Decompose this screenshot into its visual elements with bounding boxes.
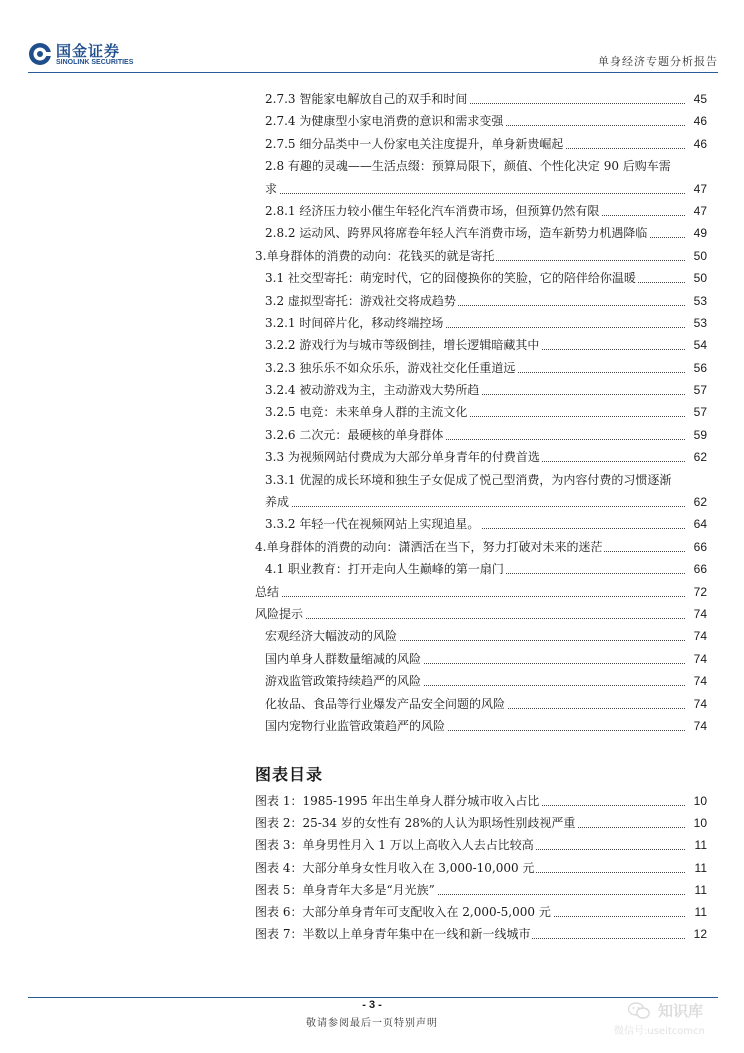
toc-entry-title: 2.7.4 为健康型小家电消费的意识和需求变强	[265, 110, 505, 132]
toc-entry-title: 2.8.2 运动风、跨界风将席卷年轻人汽车消费市场，造车新势力机遇降临	[265, 222, 649, 244]
figure-entry[interactable]	[255, 790, 707, 812]
toc-entry-page: 57	[693, 379, 707, 401]
figure-entry-title: 图表 3：单身男性月入 1 万以上高收入人去占比较高	[255, 834, 536, 856]
figure-entry-title: 图表 4：大部分单身女性月收入在 3,000-10,000 元	[255, 857, 536, 879]
toc-entry[interactable]	[255, 446, 707, 468]
toc-entry[interactable]	[255, 670, 707, 692]
watermark-subtitle: 微信号:useitcomcn	[614, 1026, 705, 1037]
figure-entry-page: 10	[693, 812, 707, 834]
toc-entry-title: 3.2.6 二次元：最硬核的单身群体	[265, 424, 445, 446]
dot-leader	[265, 506, 685, 507]
figure-entry-title: 图表 2：25-34 岁的女性有 28%的人认为职场性别歧视严重	[255, 812, 577, 834]
toc-entry-page: 57	[693, 401, 707, 423]
toc-entry-title: 3.2.1 时间碎片化，移动终端控场	[265, 312, 445, 334]
toc-entry-page: 74	[693, 648, 707, 670]
toc-entry-line	[255, 155, 707, 177]
figure-entry[interactable]	[255, 857, 707, 879]
toc-entry-page: 45	[693, 88, 707, 110]
toc-entry-page: 66	[693, 536, 707, 558]
toc-entry-page: 74	[693, 625, 707, 647]
toc-entry[interactable]	[255, 245, 707, 267]
toc-entry-page: 74	[693, 693, 707, 715]
company-logo	[28, 40, 158, 70]
toc-entry-title: 4.单身群体的消费的动向：潇洒活在当下，努力打破对未来的迷茫	[255, 536, 604, 558]
toc-entry-title: 3.2.4 被动游戏为主，主动游戏大势所趋	[265, 379, 481, 401]
dot-leader	[255, 596, 685, 597]
dot-leader	[265, 193, 685, 194]
toc-entry[interactable]	[255, 200, 707, 222]
figure-entry-title: 图表 5：单身青年大多是“月光族”	[255, 879, 437, 901]
toc-entry-page: 50	[693, 245, 707, 267]
toc-entry-title-cont: 求	[265, 178, 279, 200]
toc-entry-line	[255, 469, 707, 491]
toc-entry-title: 风险提示	[255, 603, 305, 625]
toc-entry-title: 3.1 社交型寄托：萌宠时代，它的囧傻换你的笑脸，它的陪伴给你温暖	[265, 267, 638, 289]
page-header	[28, 40, 718, 70]
toc-entry-page: 62	[693, 491, 707, 513]
toc-entry[interactable]	[255, 625, 707, 647]
figure-entry[interactable]	[255, 834, 707, 856]
toc-entry-page: 47	[693, 200, 707, 222]
toc-entry-title: 3.3 为视频网站付费成为大部分单身青年的付费首选	[265, 446, 542, 468]
toc-entry[interactable]	[255, 267, 707, 289]
figure-entry-page: 12	[693, 923, 707, 945]
toc-entry[interactable]	[255, 334, 707, 356]
toc-entry-title: 国内宠物行业监管政策趋严的风险	[265, 715, 447, 737]
toc-entry[interactable]	[255, 648, 707, 670]
footer-disclaimer: 敬请参阅最后一页特别声明	[306, 1018, 438, 1029]
toc-entry[interactable]	[255, 715, 707, 737]
figure-entry[interactable]	[255, 923, 707, 945]
toc-entry-title: 3.2 虚拟型寄托：游戏社交将成趋势	[265, 290, 458, 312]
toc-entry-page: 74	[693, 670, 707, 692]
report-title: 单身经济专题分析报告	[598, 55, 718, 68]
watermark	[614, 1000, 732, 1040]
figure-entry-page: 11	[694, 834, 707, 856]
toc-entry-page: 49	[693, 222, 707, 244]
figure-entry-page: 11	[694, 901, 707, 923]
figure-entry-title: 图表 6：大部分单身青年可支配收入在 2,000-5,000 元	[255, 901, 553, 923]
figure-entry[interactable]	[255, 901, 707, 923]
footer-divider	[28, 997, 718, 998]
toc-entry[interactable]	[255, 401, 707, 423]
header-divider	[28, 72, 718, 73]
toc-entry-title: 3.3.1 优渥的成长环境和独生子女促成了悦己型消费，为内容付费的习惯逐渐	[265, 472, 672, 487]
toc-entry-title: 总结	[255, 581, 281, 603]
toc-entry-title: 2.7.5 细分品类中一人份家电关注度提升，单身新贵崛起	[265, 133, 565, 155]
logo-english-name: SINOLINK SECURITIES	[56, 59, 134, 66]
toc-entry-page: 74	[693, 715, 707, 737]
toc-entry[interactable]	[255, 379, 707, 401]
toc-entry-title: 3.2.5 电竞：未来单身人群的主流文化	[265, 401, 469, 423]
toc-entry[interactable]	[255, 290, 707, 312]
toc-entry-page: 64	[693, 513, 707, 535]
toc-entry[interactable]	[255, 222, 707, 244]
toc-entry-page: 62	[693, 446, 707, 468]
toc-entry-page: 50	[693, 267, 707, 289]
figures-list-title: 图表目录	[255, 765, 324, 784]
toc-entry[interactable]	[255, 536, 707, 558]
toc-entry-page: 53	[693, 290, 707, 312]
wechat-icon	[628, 1002, 650, 1020]
toc-entry-page: 54	[693, 334, 707, 356]
figures-list	[255, 790, 707, 945]
figure-entry-page: 11	[694, 879, 707, 901]
toc-entry[interactable]	[255, 178, 707, 200]
toc-entry[interactable]	[255, 558, 707, 580]
toc-entry-title: 化妆品、食品等行业爆发产品安全问题的风险	[265, 693, 507, 715]
logo-mark-icon	[28, 42, 52, 66]
toc-entry[interactable]	[255, 693, 707, 715]
toc-entry-title: 4.1 职业教育：打开走向人生巅峰的第一扇门	[265, 558, 506, 580]
dot-leader	[255, 618, 685, 619]
table-of-contents	[255, 88, 707, 737]
figure-entry-page: 10	[693, 790, 707, 812]
toc-entry-title: 2.8 有趣的灵魂——生活点缀：预算局限下，颜值、个性化决定 90 后购车需	[265, 159, 671, 174]
toc-entry[interactable]	[255, 581, 707, 603]
figure-entry-title: 图表 1：1985-1995 年出生单身人群分城市收入占比	[255, 790, 541, 812]
toc-entry-title: 3.2.3 独乐乐不如众乐乐，游戏社交化任重道远	[265, 357, 517, 379]
toc-entry-title: 游戏监管政策持续趋严的风险	[265, 670, 423, 692]
toc-entry[interactable]	[255, 312, 707, 334]
toc-entry-title: 国内单身人群数量缩减的风险	[265, 648, 423, 670]
toc-entry-page: 59	[693, 424, 707, 446]
toc-entry-title: 2.8.1 经济压力较小催生年轻化汽车消费市场，但预算仍然有限	[265, 200, 601, 222]
watermark-name: 知识库	[658, 1002, 704, 1020]
figure-entry-page: 11	[694, 857, 707, 879]
toc-entry[interactable]	[255, 513, 707, 535]
figure-entry[interactable]	[255, 879, 707, 901]
toc-entry-title: 2.7.3 智能家电解放自己的双手和时间	[265, 88, 469, 110]
toc-entry[interactable]	[255, 357, 707, 379]
toc-entry-page: 74	[693, 603, 707, 625]
toc-entry[interactable]	[255, 491, 707, 513]
toc-entry-page: 53	[693, 312, 707, 334]
toc-entry-title: 3.2.2 游戏行为与城市等级倒挂，增长逻辑暗藏其中	[265, 334, 541, 356]
toc-entry[interactable]	[255, 603, 707, 625]
toc-entry-page: 72	[693, 581, 707, 603]
toc-entry[interactable]	[255, 424, 707, 446]
toc-entry-page: 46	[693, 133, 707, 155]
toc-entry-title-cont: 养成	[265, 491, 291, 513]
figure-entry[interactable]	[255, 812, 707, 834]
toc-entry-title: 3.单身群体的消费的动向：花钱买的就是寄托	[255, 245, 496, 267]
toc-entry[interactable]	[255, 110, 707, 132]
toc-entry-title: 宏观经济大幅波动的风险	[265, 625, 399, 647]
toc-entry-page: 47	[693, 178, 707, 200]
toc-entry-page: 66	[693, 558, 707, 580]
toc-entry[interactable]	[255, 133, 707, 155]
toc-entry[interactable]	[255, 88, 707, 110]
toc-entry-title: 3.3.2 年轻一代在视频网站上实现追星。	[265, 513, 481, 535]
toc-entry-page: 56	[693, 357, 707, 379]
figure-entry-title: 图表 7：半数以上单身青年集中在一线和新一线城市	[255, 923, 532, 945]
logo-chinese-name: 国金证券	[56, 42, 121, 60]
page-number: - 3 -	[362, 999, 382, 1011]
toc-entry-page: 46	[693, 110, 707, 132]
